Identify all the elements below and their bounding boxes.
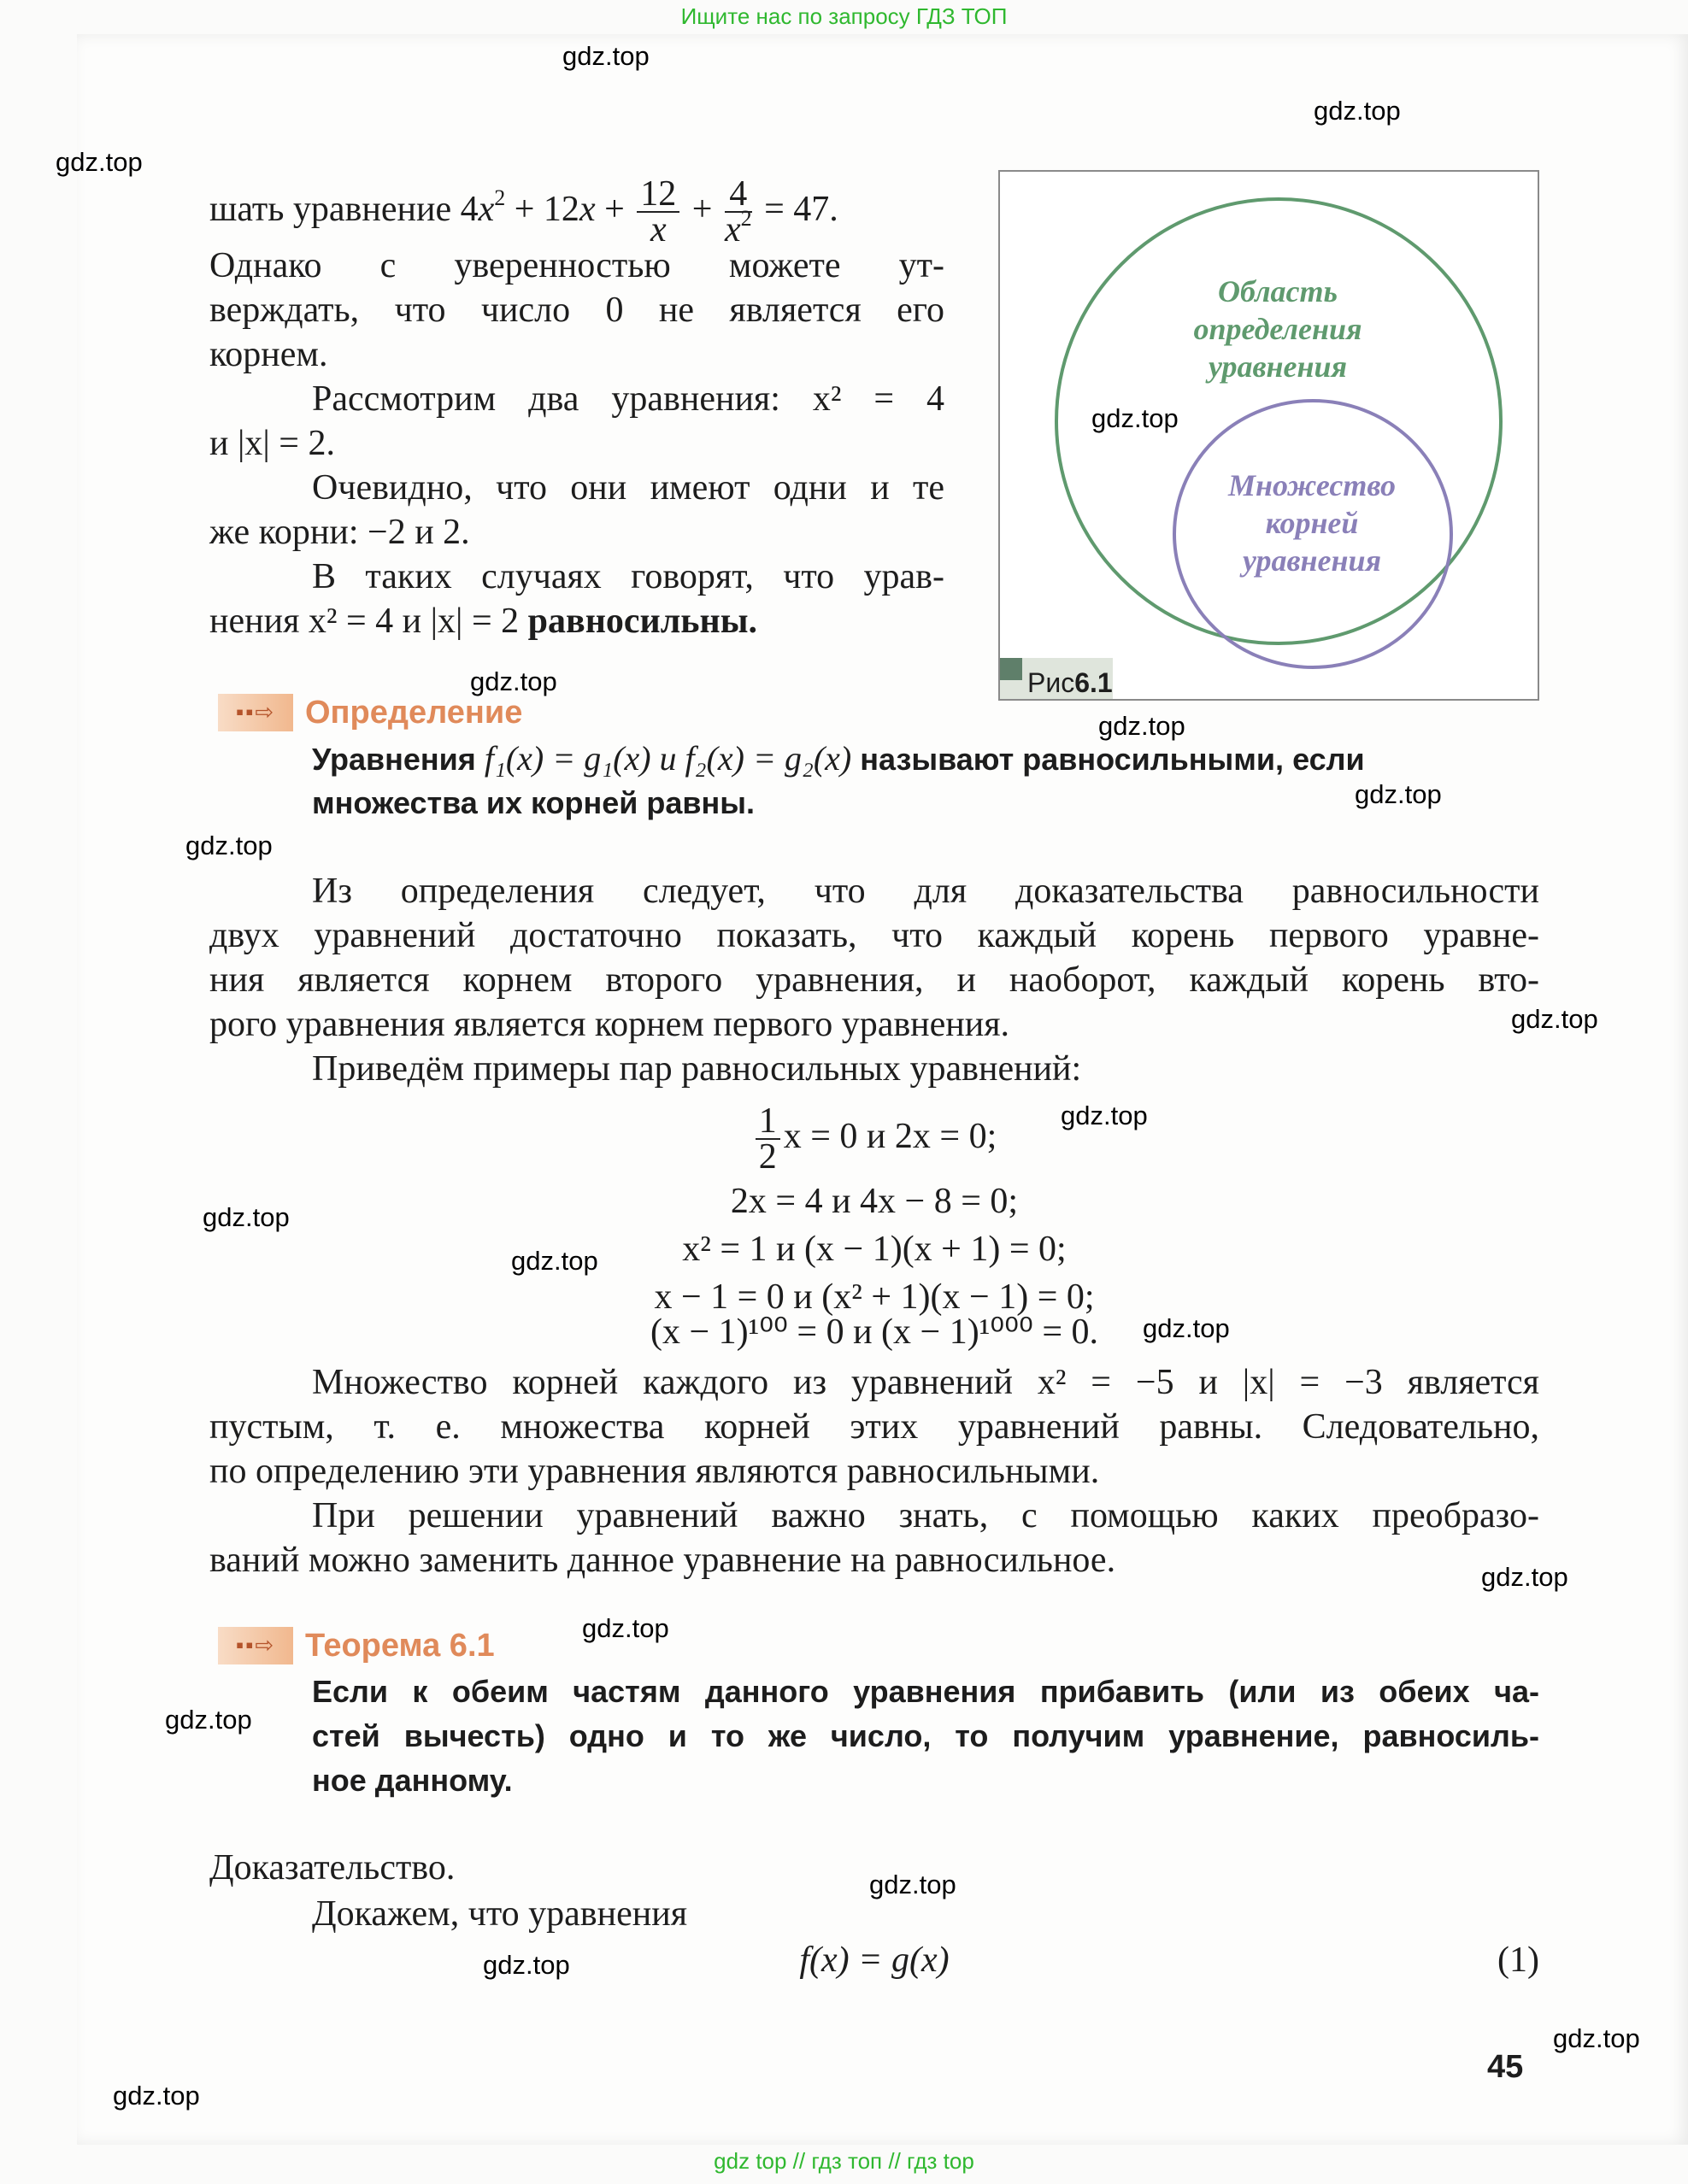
body-line: ваний можно заменить данное уравнение на равносильное. <box>209 1541 1116 1580</box>
example-4: x − 1 = 0 и (x² + 1)(x − 1) = 0; <box>654 1277 1095 1317</box>
figure-6-1 <box>998 170 1539 701</box>
intro-line-3: верждать, что число 0 не является его <box>209 291 944 330</box>
watermark[interactable]: gdz.top <box>185 831 273 860</box>
roots-label: Множество корней уравнения <box>1228 468 1396 578</box>
top-banner[interactable]: Ищите нас по запросу ГДЗ ТОП <box>680 3 1008 29</box>
body-line: ния является корнем второго уравнения, и наоборот, каждый корень вто- <box>209 960 1539 1000</box>
example-3: x² = 1 и (x − 1)(x + 1) = 0; <box>682 1230 1067 1269</box>
watermark[interactable]: gdz.top <box>1143 1313 1230 1343</box>
theorem-line: ное данному. <box>312 1763 513 1798</box>
intro-line-7: Очевидно, что они имеют одни и те <box>312 468 944 508</box>
watermark[interactable]: gdz.top <box>470 666 557 696</box>
body-line: Из определения следует, что для доказательства равносильности <box>312 872 1539 911</box>
watermark[interactable]: gdz.top <box>203 1202 290 1232</box>
body-line: При решении уравнений важно знать, с помощью каких преобразо- <box>312 1496 1539 1535</box>
watermark[interactable]: gdz.top <box>56 147 143 177</box>
watermark[interactable]: gdz.top <box>1091 403 1179 433</box>
watermark[interactable]: gdz.top <box>869 1870 956 1899</box>
intro-line-6: и |x| = 2. <box>209 424 335 463</box>
venn-diagram <box>1000 172 1541 702</box>
intro-line-10: нения x² = 4 и |x| = 2 равносильны. <box>209 602 758 641</box>
theorem-line: стей вычесть) одно и то же число, то получим уравнение, равносиль- <box>312 1718 1539 1753</box>
body-line: Множество корней каждого из уравнений x² = −5 и |x| = −3 является <box>312 1363 1539 1402</box>
definition-line-2: множества их корней равны. <box>312 785 756 820</box>
arrow-marker-icon: ▪▪⇨ <box>218 1627 293 1664</box>
theorem-line: Если к обеим частям данного уравнения прибавить (или из обеих ча- <box>312 1674 1539 1709</box>
theorem-header: ▪▪⇨ Теорема 6.1 <box>218 1627 495 1664</box>
page-number: 45 <box>1487 2049 1524 2085</box>
equation-1-number: (1) <box>1497 1940 1539 1980</box>
body-line: пустым, т. е. множества корней этих уравнений равны. Следовательно, <box>209 1407 1539 1447</box>
intro-line-1: шать уравнение $4x^2 + 12x$ + $\frac{12}{x}$ + $\frac{4}{x^2}$ = 47. <box>209 174 838 250</box>
intro-line-5: Рассмотрим два уравнения: x² = 4 <box>312 379 944 419</box>
proof-title: Доказательство. <box>209 1848 456 1888</box>
body-line: двух уравнений достаточно показать, что каждый корень первого уравне- <box>209 916 1539 955</box>
intro-line-2: Однако с уверенностью можете ут- <box>209 246 944 285</box>
caption-square-icon <box>1000 658 1022 680</box>
watermark[interactable]: gdz.top <box>1481 1562 1568 1592</box>
example-1: $\frac{1}{2}$ x = 0 и 2x = 0; <box>209 1102 1539 1174</box>
watermark[interactable]: gdz.top <box>1314 96 1401 126</box>
definition-line-1: Уравнения f₁(x) = g₁(x) и f₂(x) = g₂(x) называют равносильными, если <box>312 739 1365 778</box>
body-line: по определению эти уравнения являются равносильными. <box>209 1452 1100 1491</box>
bottom-banner[interactable]: gdz top // гдз топ // гдз top <box>714 2148 974 2174</box>
intro-line-9: В таких случаях говорят, что урав- <box>312 557 944 596</box>
domain-label: Область определения уравнения <box>1193 274 1362 384</box>
watermark[interactable]: gdz.top <box>582 1613 669 1643</box>
watermark[interactable]: gdz.top <box>1355 779 1442 809</box>
watermark[interactable]: gdz.top <box>1511 1004 1598 1034</box>
equation-1: f(x) = g(x) <box>799 1940 950 1980</box>
proof-line: Докажем, что уравнения <box>312 1894 688 1934</box>
definition-header: ▪▪⇨ Определение <box>218 694 522 731</box>
example-5: (x − 1)¹⁰⁰ = 0 и (x − 1)¹⁰⁰⁰ = 0. <box>650 1312 1099 1352</box>
example-2: 2x = 4 и 4x − 8 = 0; <box>730 1182 1019 1221</box>
body-line: рого уравнения является корнем первого уравнения. <box>209 1005 1010 1044</box>
figure-caption: Рис 6.1 <box>1000 658 1113 699</box>
intro-line-4: корнем. <box>209 335 328 374</box>
watermark[interactable]: gdz.top <box>511 1246 598 1276</box>
watermark[interactable]: gdz.top <box>483 1950 570 1980</box>
watermark[interactable]: gdz.top <box>165 1705 252 1735</box>
watermark[interactable]: gdz.top <box>1061 1101 1148 1130</box>
watermark[interactable]: gdz.top <box>113 2081 200 2111</box>
arrow-marker-icon: ▪▪⇨ <box>218 694 293 731</box>
watermark[interactable]: gdz.top <box>1098 711 1185 741</box>
body-line: Приведём примеры пар равносильных уравнений: <box>312 1049 1082 1089</box>
intro-line-8: же корни: −2 и 2. <box>209 513 470 552</box>
watermark[interactable]: gdz.top <box>1553 2023 1640 2053</box>
watermark[interactable]: gdz.top <box>562 41 650 71</box>
